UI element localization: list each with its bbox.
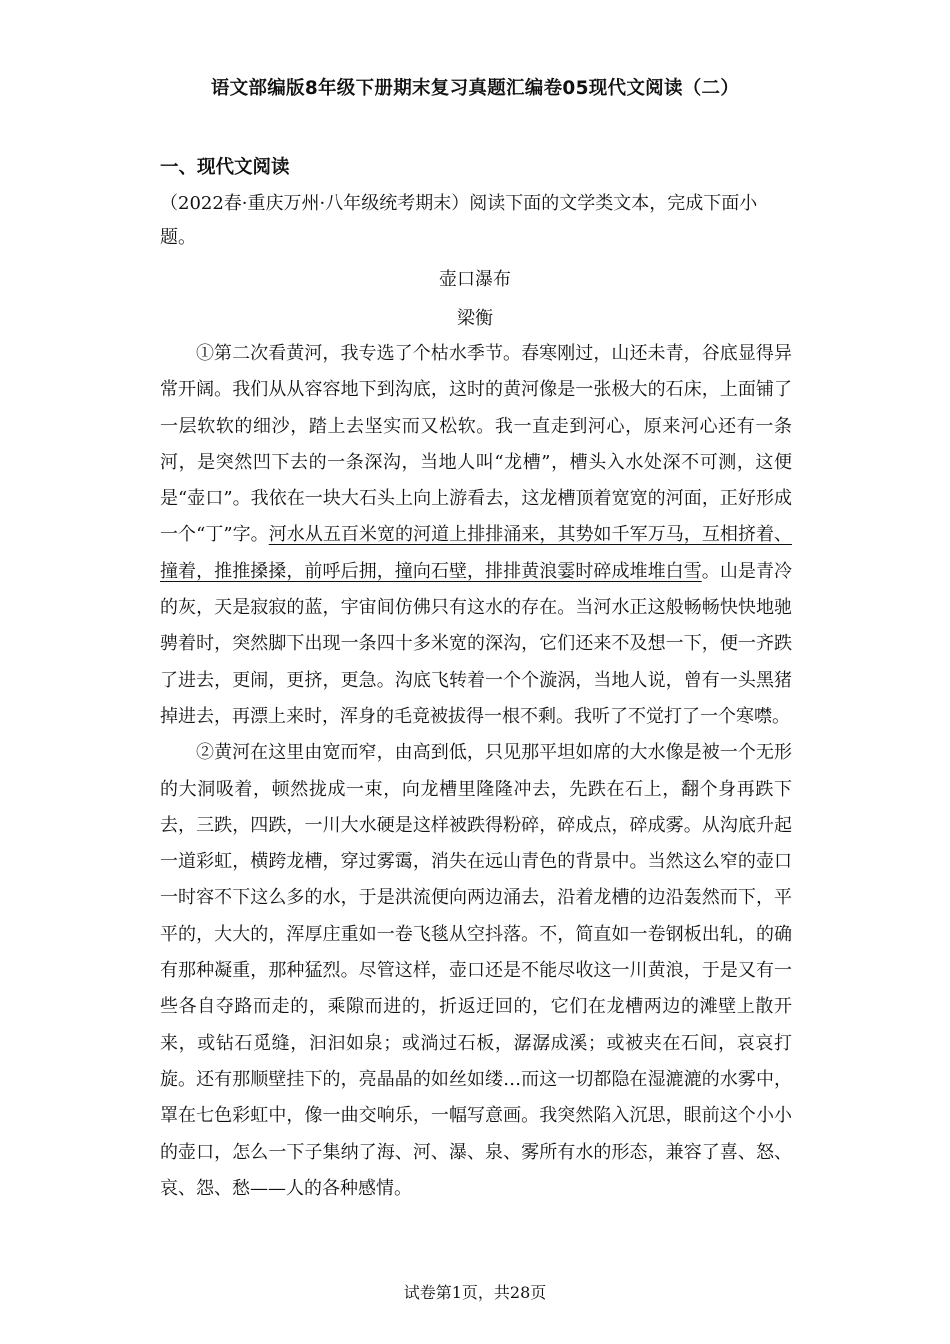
article-author: 梁衡 [457, 308, 493, 329]
paragraph-1-text: ①第二次看黄河，我专选了个枯水季节。春寒刚过，山还未青，谷底显得异常开阔。我们从从容容地下到沟底，这时的黄河像是一张极大的石床，上面铺了一层软软的细沙，踏上去坚实而又松软。我一直走到河心，原来河心还有一条河，是突然凹下去的一条深沟，当地人叫“龙槽”，槽头入水处深不可测，这便是“壶口”。我依在一块大石头上向上游看去，这龙槽顶着宽宽的河面，正好形成一个“丁”字。 [160, 343, 792, 546]
paragraph-1 [160, 336, 792, 735]
paragraph-1-text-continued: 。山是青冷的灰，天是寂寂的蓝，宇宙间仿佛只有这水的存在。当河水正这般畅畅快快地驰骋着时，突然脚下出现一条四十多米宽的深沟，它们还来不及想一下，便一齐跌了进去，更闹，更挤，更急。沟底飞转着一个个漩涡，当地人说，曾有一头黑猪掉进去，再漂上来时，浑身的毛竟被拔得一根不剩。我听了不觉打了一个寒噤。 [160, 560, 793, 727]
article-title: 壶口瀑布 [439, 269, 511, 290]
paragraph-2: ②黄河在这里由宽而窄，由高到低，只见那平坦如席的大水像是被一个无形的大洞吸着，顿然拢成一束，向龙槽里隆隆冲去，先跌在石上，翻个身再跌下去，三跌，四跌，一川大水硬是这样被跌得粉碎，碎成点，碎成雾。从沟底升起一道彩虹，横跨龙槽，穿过雾霭，消失在远山青色的背景中。当然这么窄的壶口一时容不下这么多的水，于是洪流便向两边涌去，沿着龙槽的边沿轰然而下，平平的，大大的，浑厚庄重如一卷飞毯从空抖落。不，简直如一卷钢板出轧，的确有那种凝重，那种猛烈。尽管这样，壶口还是不能尽收这一川黄浪，于是又有一些各自夺路而走的，乘隙而进的，折返迂回的，它们在龙槽两边的滩壁上散开来，或钻石觅缝，汩汩如泉；或淌过石板，潺潺成溪；或被夹在石间，哀哀打旋。还有那顺壁挂下的，亮晶晶的如丝如缕…而这一切都隐在湿漉漉的水雾中，罩在七色彩虹中，像一曲交响乐，一幅写意画。我突然陷入沉思，眼前这个小小的壶口，怎么一下子集纳了海、河、瀑、泉、雾所有水的形态，兼容了喜、怒、哀、怨、愁——人的各种感情。 [160, 742, 792, 1199]
page-footer: 试卷第1页，共28页 [403, 1283, 547, 1302]
underlined-sentence: 河水从五百米宽的河道上排排涌来，其势如千军万马，互相挤着、撞着，推推搡搡，前呼后拥，撞向石壁，排排黄浪霎时碎成堆堆白雪 [160, 524, 793, 582]
article-body [160, 336, 792, 1207]
question-intro: （2022春·重庆万州·八年级统考期末）阅读下面的文学类文本，完成下面小题。 [160, 193, 758, 248]
section-heading: 一、现代文阅读 [160, 157, 290, 178]
document-title: 语文部编版8年级下册期末复习真题汇编卷05现代文阅读（二） [210, 78, 740, 99]
